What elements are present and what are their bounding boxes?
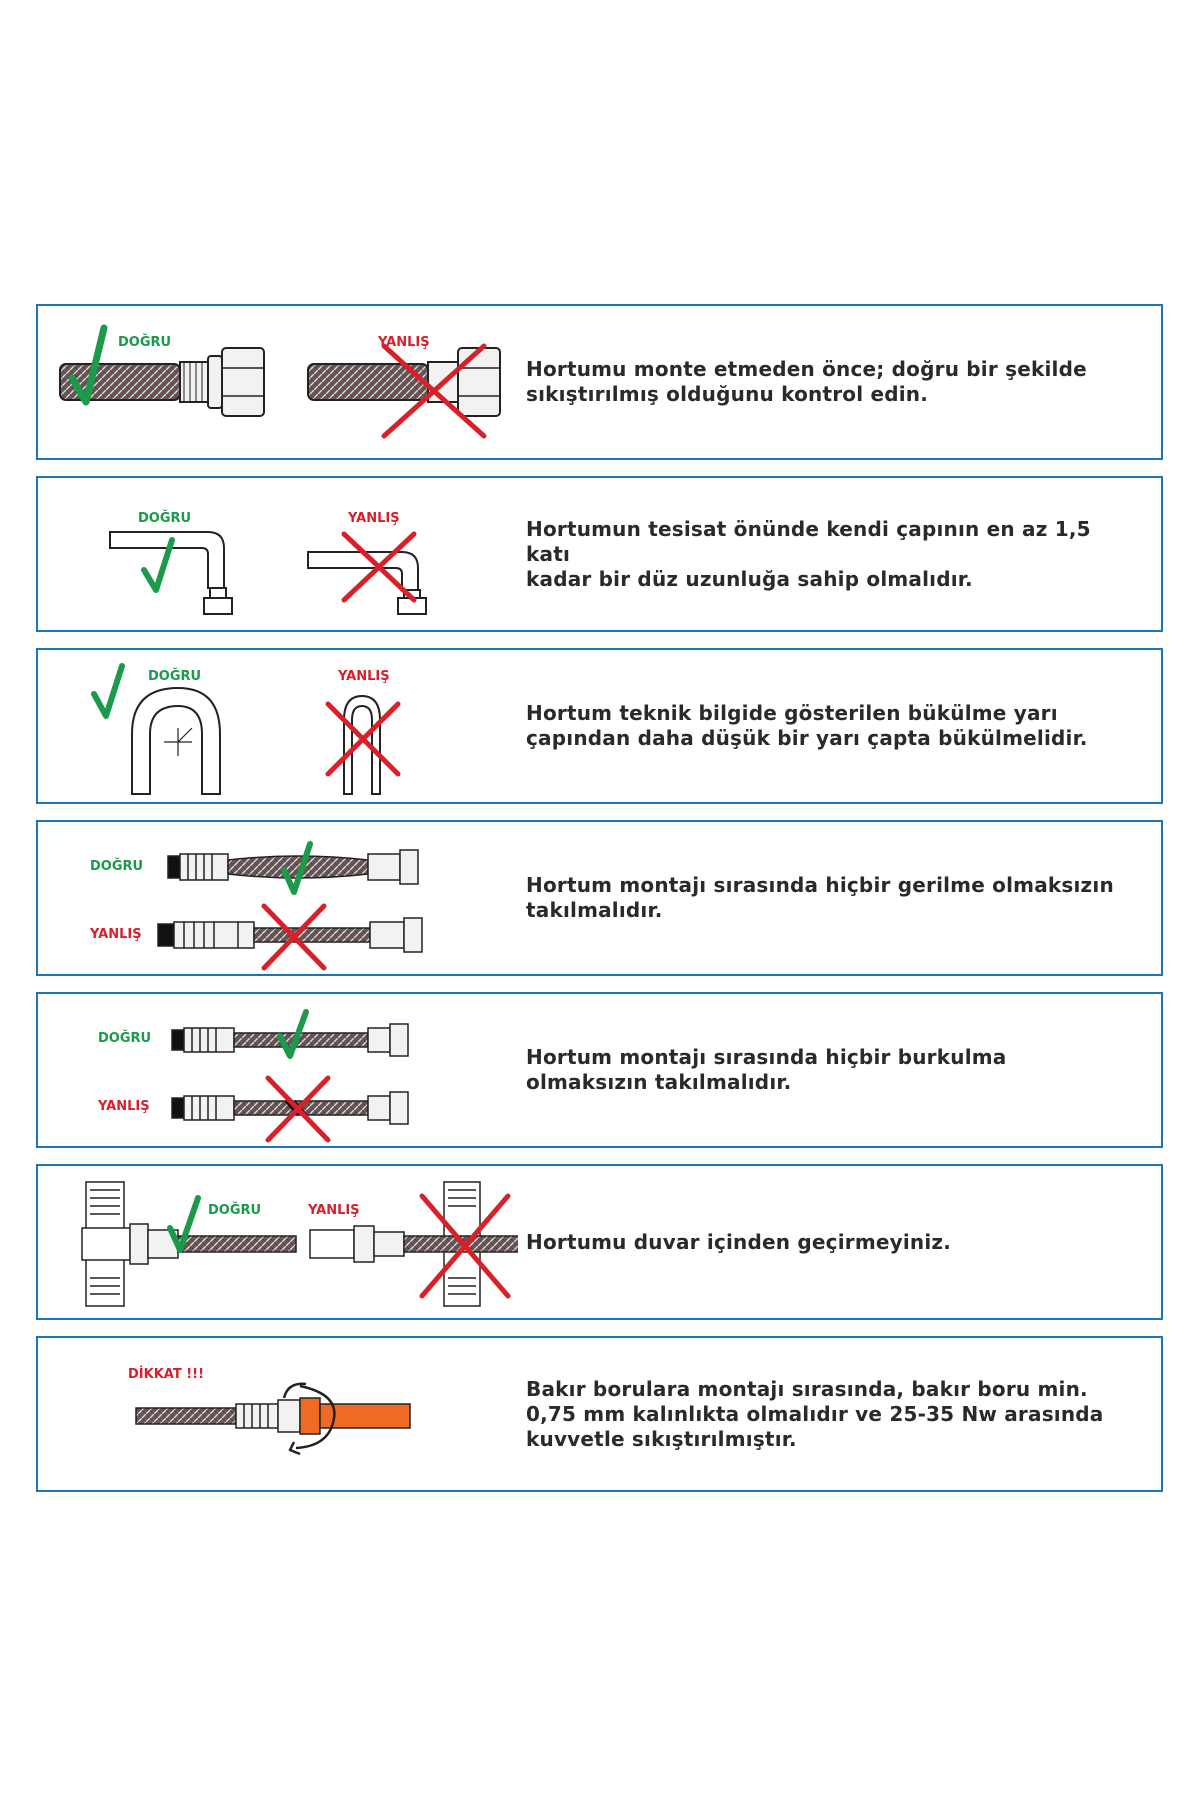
instruction-panel-bend-radius <box>36 648 1163 804</box>
wrong-label: YANLIŞ <box>378 335 430 350</box>
wall-illustration <box>38 1166 518 1322</box>
caution-label: DİKKAT !!! <box>128 1367 205 1382</box>
straight-length-illustration <box>38 478 518 634</box>
wrong-label: YANLIŞ <box>348 511 400 526</box>
instruction-panel-copper <box>36 1336 1163 1492</box>
instruction-text-container <box>526 1166 1136 1318</box>
instruction-panel-crimp <box>36 304 1163 460</box>
wide-bend-icon <box>132 688 220 794</box>
copper-illustration <box>38 1338 518 1494</box>
correct-label: DOĞRU <box>90 859 144 874</box>
instruction-text: Hortumu duvar içinden geçirmeyiniz. <box>526 1229 952 1254</box>
instruction-text-container <box>526 994 1136 1146</box>
kink-illustration <box>38 994 518 1150</box>
wrong-label: YANLIŞ <box>98 1099 150 1114</box>
wall-icon <box>82 1182 130 1306</box>
correct-label: DOĞRU <box>208 1203 262 1218</box>
wrong-label: YANLIŞ <box>308 1203 360 1218</box>
wrong-label: YANLIŞ <box>90 927 142 942</box>
tension-illustration <box>38 822 518 978</box>
instruction-text: Hortum montajı sırasında hiçbir gerilme olmaksızın takılmalıdır. <box>526 873 1114 922</box>
instruction-text: Hortumu monte etmeden önce; doğru bir şekilde sıkıştırılmış olduğunu kontrol edin. <box>526 357 1087 406</box>
bend-radius-illustration <box>38 650 518 806</box>
correct-label: DOĞRU <box>148 669 202 684</box>
correct-label: DOĞRU <box>98 1031 152 1046</box>
instruction-text: Hortum montajı sırasında hiçbir burkulma olmaksızın takılmalıdır. <box>526 1045 1007 1094</box>
instruction-panel-straight-length <box>36 476 1163 632</box>
wrong-elbow-icon <box>308 552 426 614</box>
instruction-text-container <box>526 1338 1136 1490</box>
instruction-text-container <box>526 306 1136 458</box>
instruction-panel-wall <box>36 1164 1163 1320</box>
hose-to-copper-icon <box>136 1398 410 1434</box>
crimp-illustration <box>38 306 518 462</box>
cross-mark-icon <box>328 704 398 774</box>
correct-label: DOĞRU <box>138 511 192 526</box>
instruction-text: Hortumun tesisat önünde kendi çapının en az 1,5 katı kadar bir düz uzunluğa sahip olmalıdır. <box>526 516 1091 591</box>
tight-bend-icon <box>344 696 380 794</box>
through-wall-fitting-icon <box>310 1182 518 1306</box>
instruction-text-container <box>526 650 1136 802</box>
instruction-panel-kink <box>36 992 1163 1148</box>
instruction-panel-tension <box>36 820 1163 976</box>
instruction-text: Hortum teknik bilgide gösterilen bükülme yarı çapından daha düşük bir yarı çapta bükülmelidir. <box>526 701 1088 750</box>
relaxed-hose-icon <box>168 850 418 884</box>
instruction-text: Bakır borulara montajı sırasında, bakır boru min. 0,75 mm kalınlıkta olmalıdır ve 25-35 Nw arasında kuvvetle sıkıştırılmıştır. <box>526 1376 1104 1451</box>
correct-fitting-icon <box>130 1224 296 1264</box>
correct-label: DOĞRU <box>118 335 172 350</box>
wrong-label: YANLIŞ <box>338 669 390 684</box>
instruction-text-container <box>526 822 1136 974</box>
check-mark-icon <box>94 666 122 716</box>
instruction-text-container <box>526 478 1136 630</box>
